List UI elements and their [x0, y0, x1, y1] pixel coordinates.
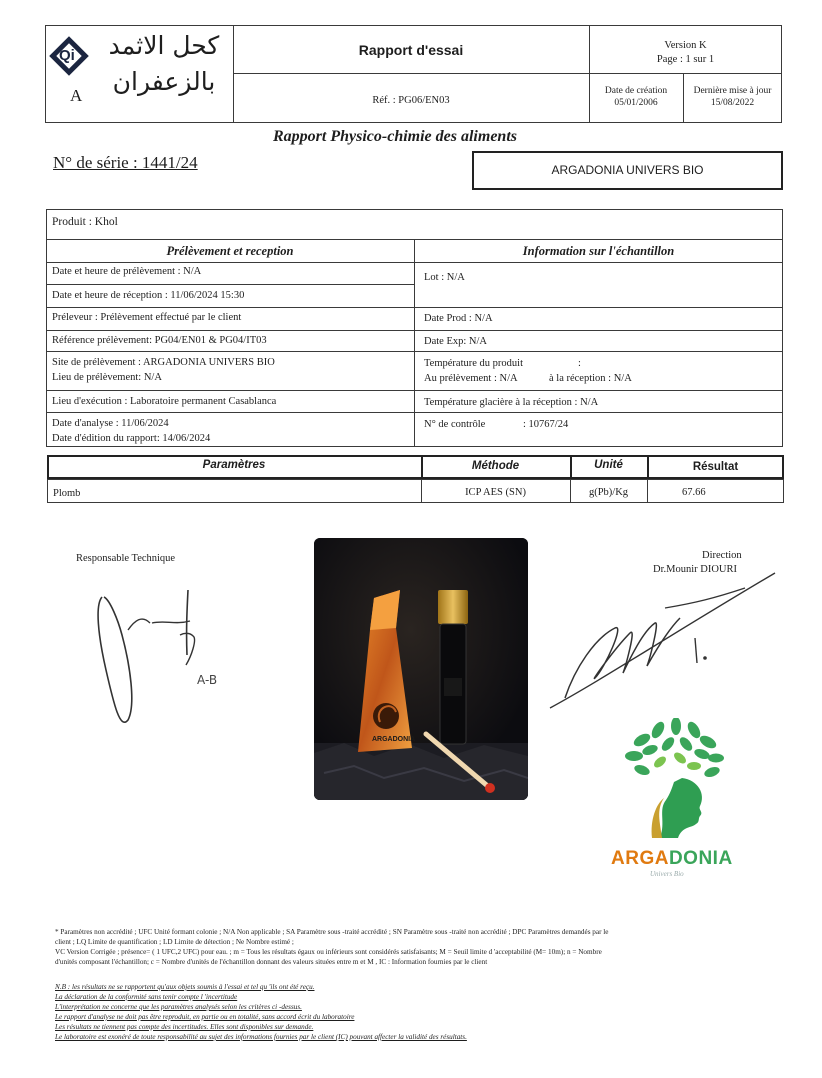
- nb-line3: L'interprétation ne concerne que les paramètres analysés selon les critères ci -dessus.: [55, 1003, 302, 1011]
- control-number-value: : 10767/24: [523, 419, 569, 430]
- expiry-date: Date Exp: N/A: [424, 336, 487, 347]
- client-name: ARGADONIA UNIVERS BIO: [551, 163, 704, 177]
- version: Version K: [664, 40, 707, 51]
- col-header-parameters: Paramètres: [202, 459, 266, 471]
- result-param: Plomb: [53, 488, 81, 499]
- result-value: 67.66: [682, 487, 706, 498]
- col-header-unit: Unité: [594, 459, 623, 471]
- tech-signature: [90, 575, 250, 735]
- product-photo: [314, 538, 528, 800]
- edition-date: Date d'édition du rapport: 14/06/2024: [52, 433, 211, 444]
- footnote-line4: d'unités composant l'échantillon; c = Nombre d'unités de l'échantillon donnant des valeurs situées entre m et M , IC : Information fournies par le client: [55, 958, 488, 966]
- footnote-line2: client ; LQ Limite de quantification ; LD Limite de détection ; Ne Nombre estimé ;: [55, 938, 294, 946]
- footnote-line1: * Paramètres non accrédité ; UFC Unité formant colonie ; N/A Non applicable ; SA Paramètre sous -traité accrédité ; SN Paramètre sous -traité non accrédité ; DPC Paramètres demandés par le: [55, 928, 609, 936]
- direction-title: Direction: [702, 550, 742, 561]
- result-unit: g(Pb)/Kg: [588, 487, 629, 498]
- analysis-date: Date d'analyse : 11/06/2024: [52, 418, 169, 429]
- section-sampling-title: Prélèvement et reception: [166, 244, 294, 258]
- doc-ref: Réf. : PG06/EN03: [372, 95, 450, 106]
- result-method: ICP AES (SN): [465, 487, 526, 498]
- reception-date: Date et heure de réception : 11/06/2024 15:30: [52, 290, 245, 301]
- nb-line5: Les résultats ne tiennent pas compte des incertitudes. Elles sont disponibles sur demande.: [55, 1023, 314, 1031]
- update-date: 15/08/2022: [710, 98, 755, 108]
- page-number: Page : 1 sur 1: [656, 54, 715, 65]
- sampling-site: Site de prélèvement : ARGADONIA UNIVERS BIO: [52, 357, 275, 368]
- arabic-title-line2: بالزعفران: [112, 67, 216, 96]
- execution-place: Lieu d'exécution : Laboratoire permanent Casablanca: [52, 396, 277, 407]
- control-number-label: N° de contrôle: [424, 419, 486, 430]
- logo-letter: A: [70, 86, 83, 105]
- sampling-reference: Référence prélèvement: PG04/EN01 & PG04/IT03: [52, 335, 267, 346]
- brand-name-part2: DONIA: [668, 848, 733, 869]
- creation-label: Date de création: [604, 86, 668, 96]
- report-title: Rapport Physico-chimie des aliments: [273, 128, 517, 145]
- brand-tree-logo: [620, 718, 730, 843]
- production-date: Date Prod : N/A: [424, 313, 493, 324]
- photo-box-label: ARGADONIA: [372, 736, 416, 743]
- director-name: Dr.Mounir DIOURI: [653, 564, 737, 575]
- arabic-title-line1: كحل الاثمد: [108, 31, 220, 60]
- temperature-colon: :: [578, 358, 581, 369]
- serial-number: N° de série : 1441/24: [53, 153, 198, 172]
- temperature-reception: à la réception : N/A: [549, 373, 632, 384]
- doc-title: Rapport d'essai: [358, 42, 464, 58]
- temperature-sampling: Au prélèvement : N/A: [424, 373, 518, 384]
- product: Produit : Khol: [52, 216, 118, 228]
- col-header-method: Méthode: [471, 460, 520, 472]
- brand-name: [611, 848, 733, 870]
- temperature-label: Température du produit: [424, 358, 523, 369]
- nb-line1: N.B : les résultats ne se rapportent qu'aux objets soumis à l'essai et tel qu 'ils ont été reçu.: [55, 983, 315, 991]
- logo-mark: Qi: [59, 47, 75, 64]
- lab-logo: [48, 35, 90, 77]
- nb-line2: La déclaration de la conformité sans tenir compte l 'incertitude: [55, 993, 238, 1001]
- results-table: [47, 479, 784, 503]
- creation-date: 05/01/2006: [614, 98, 658, 108]
- cooler-temperature: Température glacière à la réception : N/A: [424, 397, 599, 408]
- lot: Lot : N/A: [424, 272, 465, 283]
- tech-initials: A-B: [197, 673, 218, 687]
- sampling-date: Date et heure de prélèvement : N/A: [52, 266, 202, 277]
- nb-line6: Le laboratoire est exonéré de toute responsabilité au sujet des informations fournies par le client (IC) pouvant affecter la validité des résultats.: [55, 1033, 467, 1041]
- brand-name-part1: ARGA: [611, 848, 669, 869]
- footnote-line3: VC Version Corrigée ; présence= ( 1 UFC,2 UFC) pour eau. ; m = Tous les résultats égaux ou inférieurs sont considérés satisfaisants; M = Seuil limite d 'acceptabilité (M= 10m); n = Nombre: [55, 948, 602, 956]
- update-label: Dernière mise à jour: [693, 86, 772, 96]
- col-header-result: Résultat: [692, 461, 739, 473]
- director-signature: [545, 568, 785, 718]
- sampler: Préleveur : Prélèvement effectué par le client: [52, 312, 242, 323]
- sampling-place: Lieu de prélèvement: N/A: [52, 372, 162, 383]
- tech-manager-title: Responsable Technique: [76, 553, 176, 564]
- section-sample-info-title: Information sur l'échantillon: [522, 244, 675, 258]
- brand-tagline: Univers Bio: [650, 870, 684, 878]
- nb-line4: Le rapport d'analyse ne doit pas être reproduit, en partie ou en totalité, sans accord écrit du laboratoire: [55, 1013, 355, 1021]
